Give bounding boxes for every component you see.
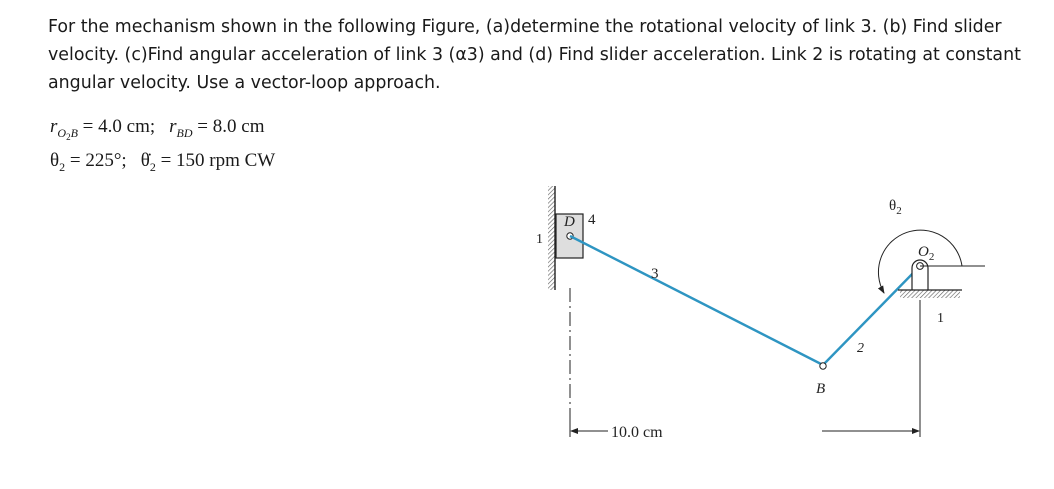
theta2-dot-value: = 150 rpm CW <box>155 150 276 171</box>
r-o2b-symbol: r <box>50 116 58 137</box>
label-2: 2 <box>857 341 864 356</box>
ground-hatch-right <box>900 290 960 298</box>
theta2-value: = 225°; <box>65 150 127 171</box>
theta2-subscript: 2 <box>59 160 66 174</box>
pin-b <box>820 363 826 369</box>
label-b: B <box>816 381 826 397</box>
r-o2b-value: = 4.0 cm; <box>77 116 156 137</box>
label-1-left: 1 <box>536 232 543 247</box>
label-d: D <box>564 214 575 230</box>
link-2 <box>823 266 920 365</box>
label-4: 4 <box>588 212 596 228</box>
label-1-right: 1 <box>937 311 944 326</box>
theta2-symbol: θ <box>50 150 60 171</box>
label-3: 3 <box>651 266 659 282</box>
theta2-dot-symbol: θ̇ <box>140 150 150 171</box>
r-bd-symbol: r <box>169 116 177 137</box>
r-o2b-subscript: O2B <box>57 126 78 142</box>
label-o2: $O_2$ <box>918 244 935 263</box>
label-theta2: $\theta_2$ <box>889 198 902 217</box>
dimension-label: 10.0 cm <box>611 424 663 441</box>
link-3 <box>570 236 823 365</box>
r-bd-subscript: BD <box>176 126 193 140</box>
problem-statement: For the mechanism shown in the following Figure, (a)determine the rotational velocity of link 3. (b) Find slider velocity. (c)Find angular acceleration of link 3 (α3) and (d) Find slider acceleration. Link 2 is rotating at constant angular velocity. Use a vector-loop approach. <box>48 17 1021 93</box>
ground-wall-hatch <box>548 186 555 290</box>
r-bd-value: = 8.0 cm <box>192 116 265 137</box>
theta2-dot-subscript: 2 <box>149 160 156 174</box>
